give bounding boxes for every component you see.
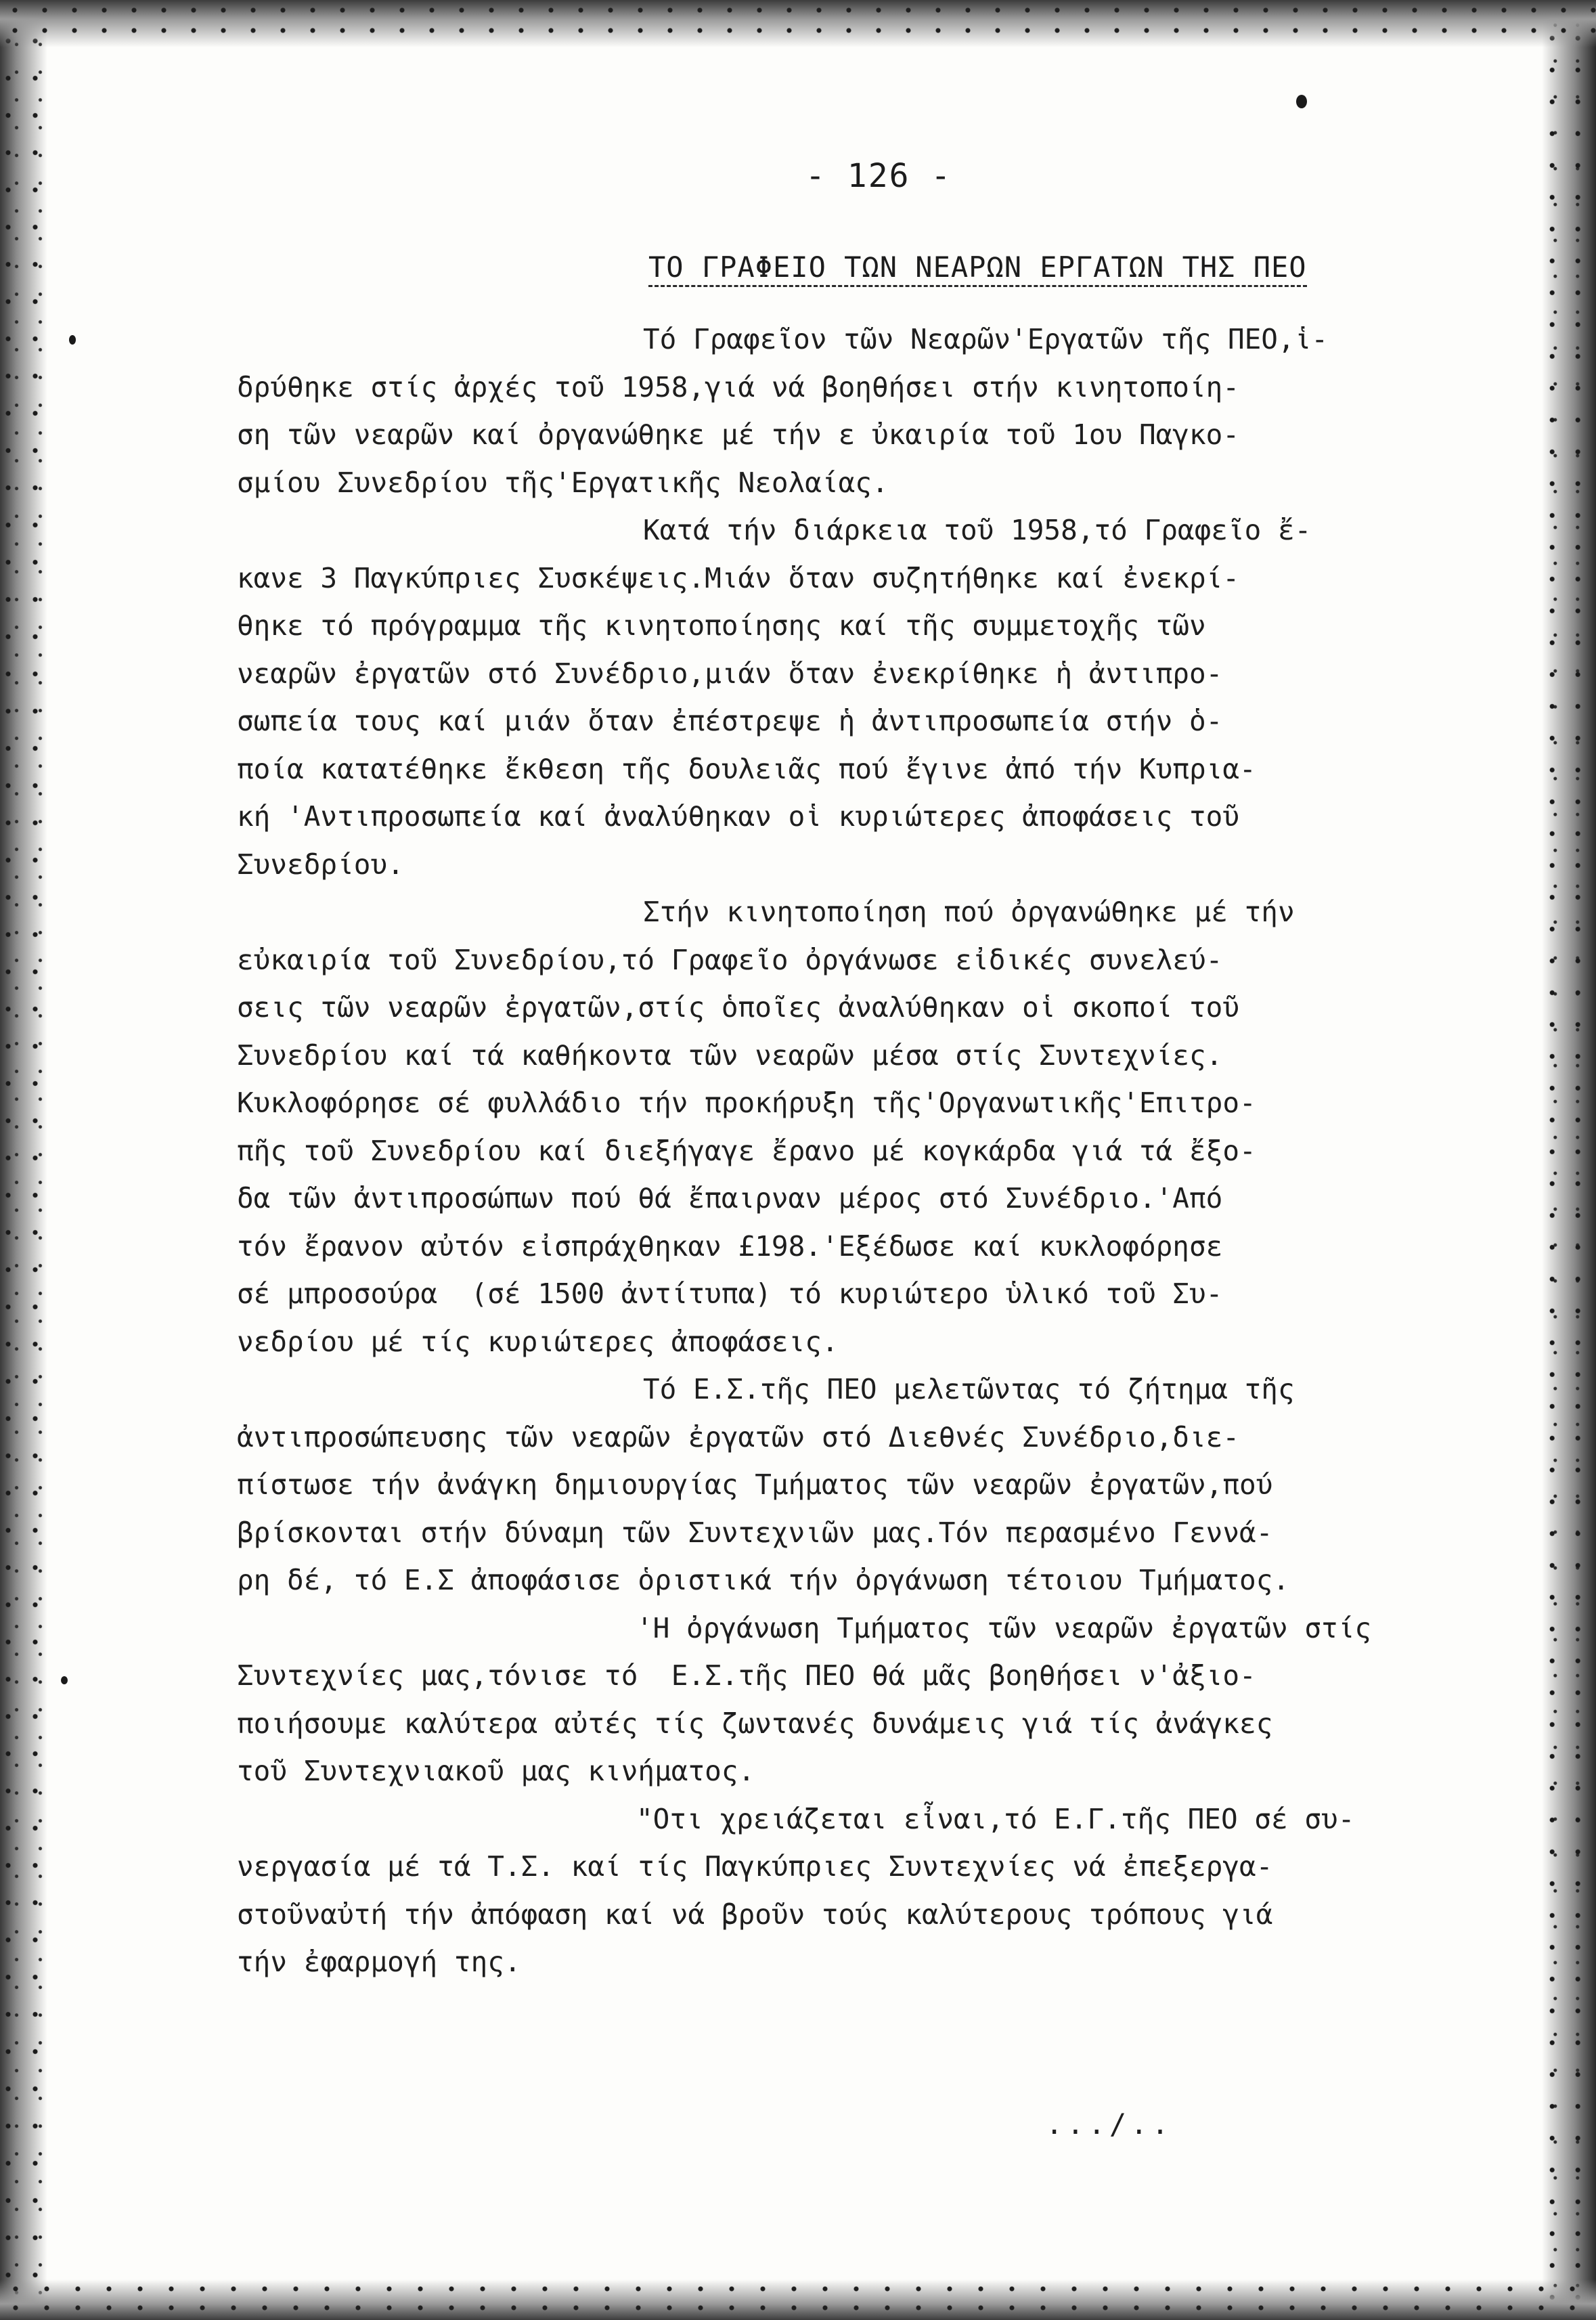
scan-edge-bottom	[0, 2279, 1596, 2320]
text-line: δα τῶν ἀντιπροσώπων πού θά ἔπαιρναν μέρος στό Συνέδριο.'Από	[237, 1182, 1223, 1214]
text-line: τόν ἔρανον αὐτόν εἰσπράχθηκαν £198.'Εξέδωσε καί κυκλοφόρησε	[237, 1229, 1223, 1263]
text-line: ἀντιπροσώπευσης τῶν νεαρῶν ἐργατῶν στό Διεθνές Συνέδριο,διε-	[237, 1420, 1240, 1453]
scan-edge-top	[0, 0, 1596, 47]
text-line: ποιήσουμε καλύτερα αὐτές τίς ζωντανές δυνάμεις γιά τίς ἀνάγκες	[237, 1707, 1273, 1740]
text-line: Τό Γραφεῖον τῶν Νεαρῶν'Εργατῶν τῆς ΠΕΟ,ἱ-	[643, 323, 1329, 355]
text-line: τοῦ Συντεχνιακοῦ μας κινήματος.	[237, 1755, 755, 1787]
text-line: ποία κατατέθηκε ἔκθεση τῆς δουλειᾶς πού ἔγινε ἀπό τήν Κυπρια-	[237, 752, 1256, 785]
scan-edge-left	[0, 0, 47, 2320]
scan-edge-right	[1542, 0, 1596, 2320]
text-line: τήν ἐφαρμογή της.	[237, 1946, 521, 1978]
document-body	[237, 315, 1543, 1986]
text-line: κή 'Αντιπροσωπεία καί ἀναλύθηκαν οἱ κυριώτερες ἀποφάσεις τοῦ	[237, 800, 1240, 833]
text-line: πῆς τοῦ Συνεδρίου καί διεξήγαγε ἔρανο μέ κογκάρδα γιά τά ἔξο-	[237, 1134, 1256, 1167]
text-line: Συνεδρίου.	[237, 848, 404, 881]
text-line: σεις τῶν νεαρῶν ἐργατῶν,στίς ὁποῖες ἀναλύθηκαν οἱ σκοποί τοῦ	[237, 991, 1240, 1024]
text-line: βρίσκονται στήν δύναμη τῶν Συντεχνιῶν μας.Τόν περασμένο Γεννά-	[237, 1516, 1273, 1549]
text-line: Τό Ε.Σ.τῆς ΠΕΟ μελετῶντας τό ζήτημα τῆς	[643, 1373, 1295, 1405]
text-line: ρη δέ, τό Ε.Σ ἀποφάσισε ὁριστικά τήν ὀργάνωση τέτοιου Τμήματος.	[237, 1564, 1290, 1596]
document-title: ΤΟ ΓΡΑΦΕΙΟ ΤΩΝ ΝΕΑΡΩΝ ΕΡΓΑΤΩΝ ΤΗΣ ΠΕΟ	[648, 250, 1307, 287]
text-line: Συνεδρίου καί τά καθήκοντα τῶν νεαρῶν μέσα στίς Συντεχνίες.	[237, 1038, 1223, 1072]
text-line: "Οτι χρειάζεται εἶναι,τό Ε.Γ.τῆς ΠΕΟ σέ συ-	[636, 1802, 1355, 1835]
ink-speck	[69, 335, 76, 345]
continuation-mark: .../..	[1046, 2107, 1173, 2141]
text-line: νεαρῶν ἐργατῶν στό Συνέδριο,μιάν ὅταν ἐνεκρίθηκε ἡ ἀντιπρο-	[237, 657, 1223, 690]
text-line: σμίου Συνεδρίου τῆς'Εργατικῆς Νεολαίας.	[237, 466, 889, 499]
text-line: ση τῶν νεαρῶν καί ὀργανώθηκε μέ τήν ε ὐκαιρία τοῦ 1ου Παγκο-	[237, 418, 1240, 451]
text-line: Συντεχνίες μας,τόνισε τό Ε.Σ.τῆς ΠΕΟ θά μᾶς βοηθήσει ν'ἀξιο-	[237, 1659, 1256, 1692]
text-line: νεργασία μέ τά Τ.Σ. καί τίς Παγκύπριες Συντεχνίες νά ἐπεξεργα-	[237, 1850, 1273, 1883]
text-line: νεδρίου μέ τίς κυριώτερες ἀποφάσεις.	[237, 1325, 839, 1358]
text-line: Κυκλοφόρησε σέ φυλλάδιο τήν προκήρυξη τῆς'Οργανωτικῆς'Επιτρο-	[237, 1087, 1256, 1119]
text-line: Στήν κινητοποίηση πού ὀργανώθηκε μέ τήν	[643, 896, 1295, 928]
text-line: Κατά τήν διάρκεια τοῦ 1958,τό Γραφεῖο ἔ-	[643, 514, 1312, 546]
text-line: πίστωσε τήν ἀνάγκη δημιουργίας Τμήματος τῶν νεαρῶν ἐργατῶν,πού	[237, 1468, 1273, 1501]
text-line: 'Η ὀργάνωση Τμήματος τῶν νεαρῶν ἐργατῶν στίς	[636, 1611, 1372, 1644]
text-line: σωπεία τους καί μιάν ὅταν ἐπέστρεψε ἡ ἀντιπροσωπεία στήν ὁ-	[237, 705, 1223, 737]
text-line: εὐκαιρία τοῦ Συνεδρίου,τό Γραφεῖο ὀργάνωσε εἰδικές συνελεύ-	[237, 943, 1223, 976]
ink-speck	[61, 1676, 68, 1684]
text-line: κανε 3 Παγκύπριες Συσκέψεις.Μιάν ὅταν συζητήθηκε καί ἐνεκρί-	[237, 561, 1240, 594]
page-number: - 126 -	[805, 157, 952, 195]
text-line: στοῦναὐτή τήν ἀπόφαση καί νά βροῦν τούς καλύτερους τρόπους γιά	[237, 1898, 1273, 1931]
text-line: δρύθηκε στίς ἀρχές τοῦ 1958,γιά νά βοηθήσει στήν κινητοποίη-	[237, 370, 1240, 403]
ink-speck	[1296, 95, 1307, 108]
text-line: σέ μπροσούρα (σέ 1500 ἀντίτυπα) τό κυριώτερο ὑλικό τοῦ Συ-	[237, 1277, 1223, 1310]
text-line: θηκε τό πρόγραμμα τῆς κινητοποίησης καί τῆς συμμετοχῆς τῶν	[237, 609, 1206, 642]
